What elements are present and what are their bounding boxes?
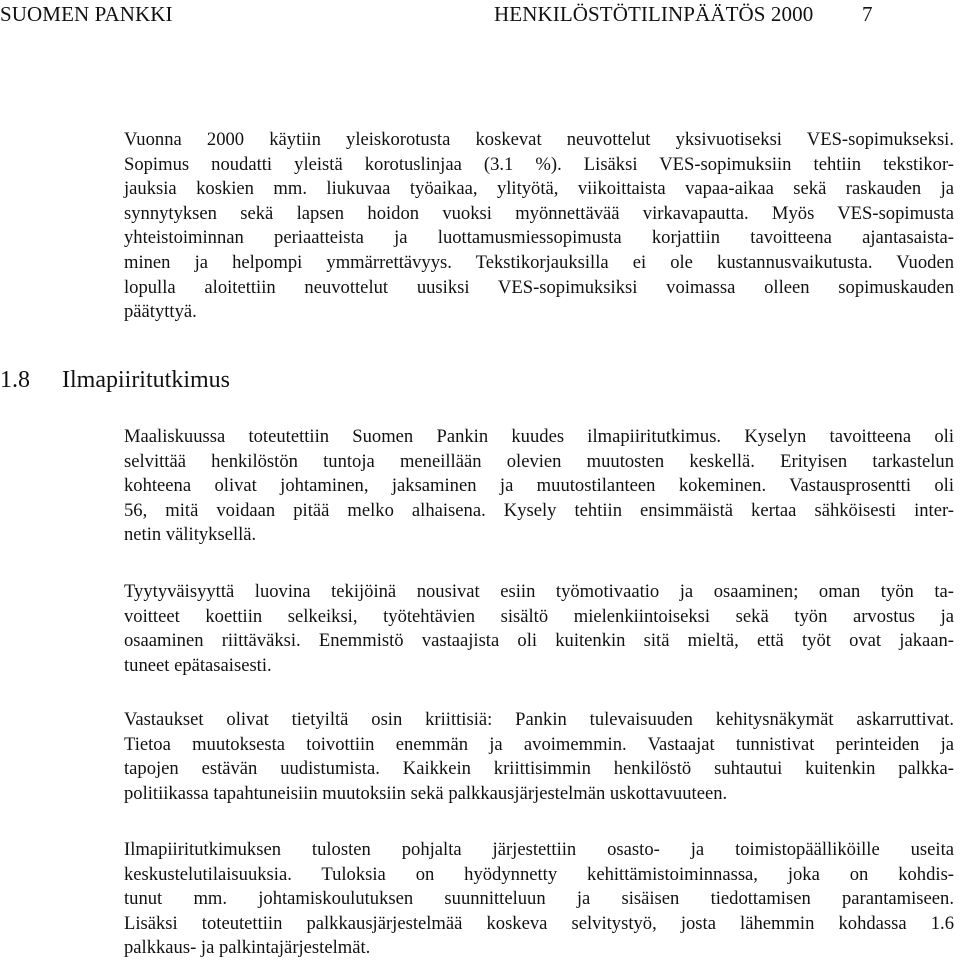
text-line: 56, mitä voidaan pitää melko alhaisena. Kysely tehtiin ensimmäistä kertaa sähköisesti inter- bbox=[124, 499, 954, 521]
paragraph-survey-overview bbox=[124, 425, 954, 548]
text-line: lopulla aloitettiin neuvottelut uusiksi VES-sopimuksiksi voimassa olleen sopimuskauden bbox=[124, 276, 954, 298]
text-line: Vastaukset olivat tietyiltä osin kriittisiä: Pankin tulevaisuuden kehitysnäkymät askarruttivat. bbox=[124, 709, 954, 730]
header-organization: SUOMEN PANKKI bbox=[0, 2, 173, 26]
text-line: tapojen estävän uudistumista. Kaikkein kriittisimmin henkilöstö suhtautui kuitenkin palkka- bbox=[124, 758, 954, 780]
text-line: selvittää henkilöstön tuntoja meneillään olevien muutosten keskellä. Erityisen tarkastelun bbox=[124, 450, 954, 472]
text-line: politiikassa tapahtuneisiin muutoksiin sekä palkkausjärjestelmän uskottavuuteen. bbox=[124, 782, 728, 804]
paragraph-ves-agreement bbox=[124, 128, 954, 325]
text-line: minen ja helpompi ymmärrettävyys. Tekstikorjauksilla ei ole kustannusvaikutusta. Vuoden bbox=[124, 251, 954, 273]
text-line: palkkaus- ja palkintajärjestelmät. bbox=[124, 937, 371, 959]
page-header bbox=[0, 0, 960, 30]
header-report-title: HENKILÖSTÖTILINPÄÄTÖS 2000 bbox=[494, 2, 814, 26]
text-line: yhteistoiminnan periaatteista ja luottamusmiessopimusta korjattiin tavoitteena ajantasaista- bbox=[124, 227, 954, 249]
text-line: tuneet epätasaisesti. bbox=[124, 654, 272, 676]
text-line: Ilmapiiritutkimuksen tulosten pohjalta järjestettiin osasto- ja toimistopäälliköille useita bbox=[124, 839, 954, 860]
section-heading bbox=[0, 365, 230, 395]
text-line: Tietoa muutoksesta toivottiin enemmän ja avoimemmin. Vastaajat tunnistivat perinteiden ja bbox=[124, 733, 954, 755]
paragraph-satisfaction-factors bbox=[124, 580, 954, 678]
text-line: Lisäksi toteutettiin palkkausjärjestelmää koskeva selvitystyö, josta lähemmin kohdassa 1.6 bbox=[124, 912, 954, 934]
text-line: kohteena olivat johtaminen, jaksaminen ja muutostilanteen kokeminen. Vastausprosentti oli bbox=[124, 475, 954, 497]
section-title: Ilmapiiritutkimus bbox=[62, 367, 230, 393]
paragraph-critical-responses bbox=[124, 708, 954, 806]
text-line: Tyytyväisyyttä luovina tekijöinä nousivat esiin työmotivaatio ja osaaminen; oman työn ta- bbox=[124, 581, 954, 602]
text-line: Sopimus noudatti yleistä korotuslinjaa (3.1 %). Lisäksi VES-sopimuksiin tehtiin tekstikor- bbox=[124, 153, 954, 175]
text-line: synnytyksen sekä lapsen hoidon vuoksi myönnettävää virkavapautta. Myös VES-sopimusta bbox=[124, 202, 954, 224]
text-line: osaaminen riittäväksi. Enemmistö vastaajista oli kuitenkin sitä mieltä, että työt ovat jakaan- bbox=[124, 630, 954, 652]
text-line: päätyttyä. bbox=[124, 301, 197, 323]
section-number: 1.8 bbox=[0, 367, 30, 393]
paragraph-follow-up-actions bbox=[124, 838, 954, 961]
text-line: netin välityksellä. bbox=[124, 524, 257, 546]
page-number: 7 bbox=[862, 2, 873, 26]
text-line: Maaliskuussa toteutettiin Suomen Pankin kuudes ilmapiiritutkimus. Kyselyn tavoitteena oli bbox=[124, 426, 954, 447]
text-line: keskustelutilaisuuksia. Tuloksia on hyödynnetty kehittämistoiminnassa, joka on kohdis- bbox=[124, 863, 954, 885]
text-line: jauksia koskien mm. liukuvaa työaikaa, ylityötä, viikoittaista vapaa-aikaa sekä raskauden ja bbox=[124, 178, 954, 200]
text-line: tunut mm. johtamiskoulutuksen suunnitteluun ja sisäisen tiedottamisen parantamiseen. bbox=[124, 888, 954, 910]
text-line: voitteet koettiin selkeiksi, työtehtävien sisältö mielenkiintoiseksi sekä työn arvostus ja bbox=[124, 605, 954, 627]
text-line: Vuonna 2000 käytiin yleiskorotusta koskevat neuvottelut yksivuotiseksi VES-sopimukseksi. bbox=[124, 129, 954, 150]
